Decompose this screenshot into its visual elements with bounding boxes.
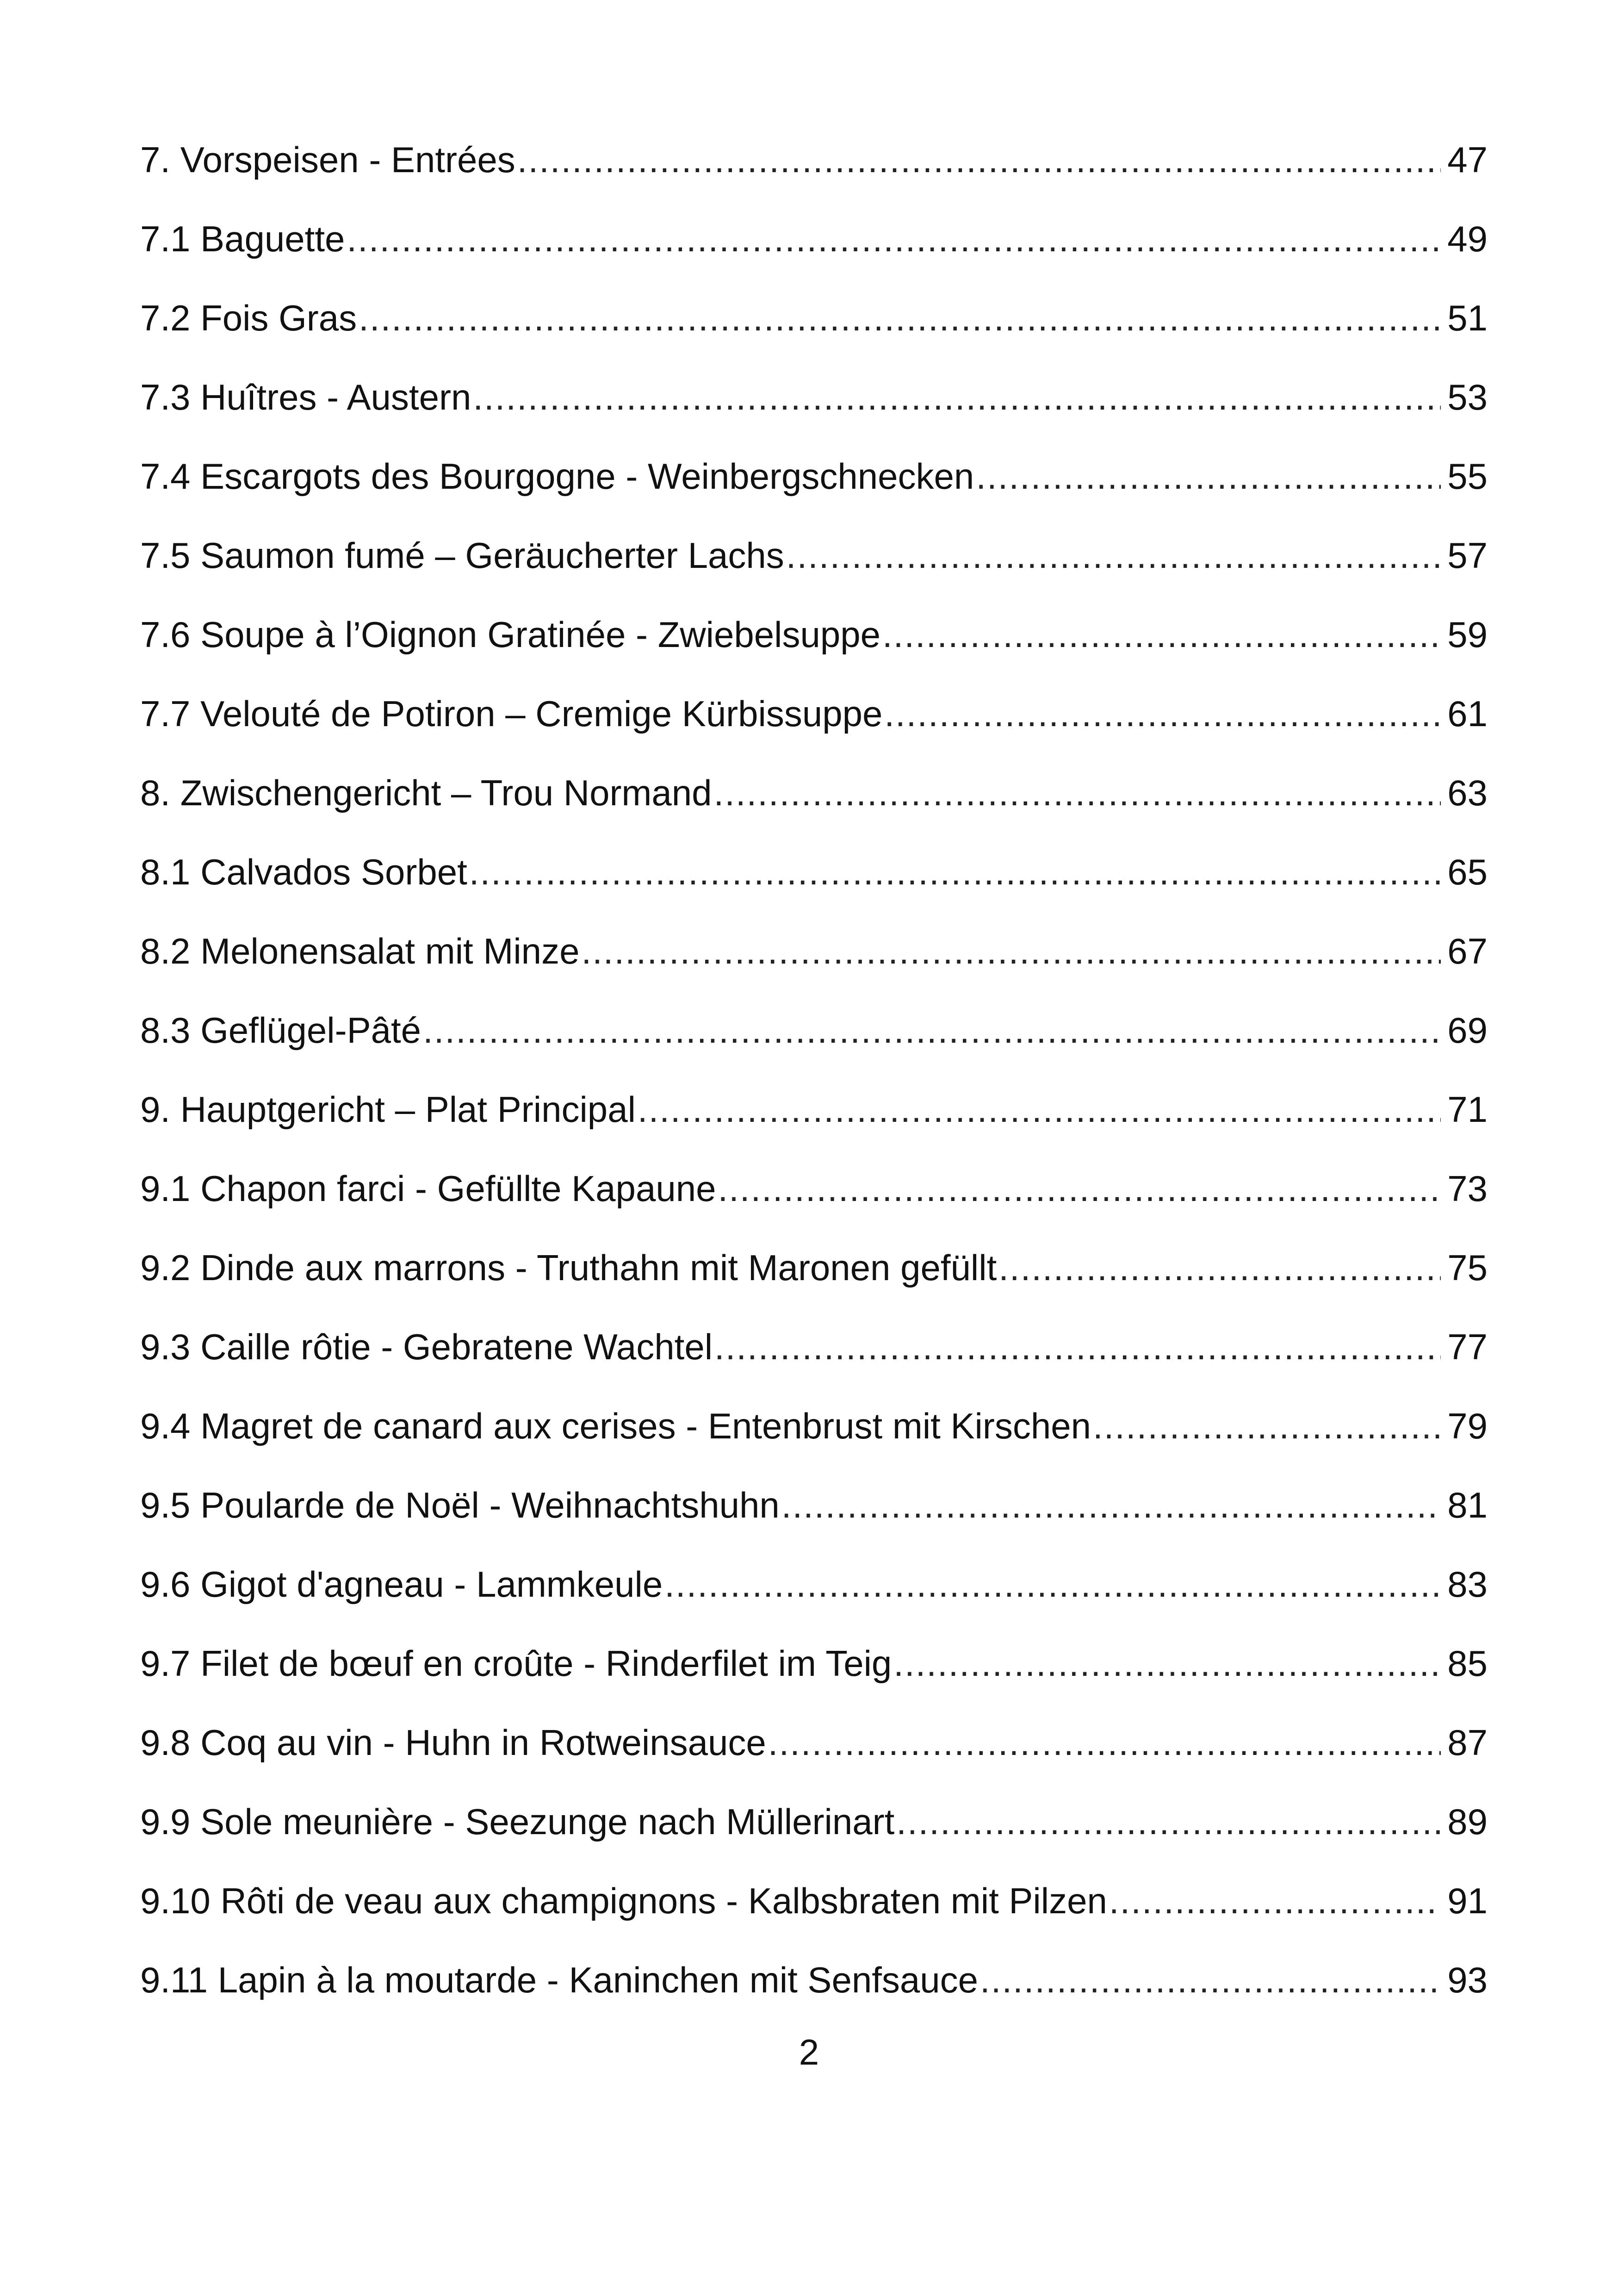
toc-entry-page: 89	[1447, 1801, 1488, 1842]
toc-entry-page: 65	[1447, 852, 1488, 892]
toc-entry[interactable]	[140, 1880, 1488, 1962]
toc-entry[interactable]	[140, 772, 1488, 854]
dot-leader	[884, 696, 1441, 732]
toc-entry-page: 91	[1447, 1880, 1488, 1921]
toc-entry-title: 7.2 Fois Gras	[140, 298, 357, 338]
dot-leader	[423, 1012, 1441, 1048]
toc-entry-title: 9.3 Caille rôtie - Gebratene Wachtel	[140, 1326, 713, 1367]
toc-entry-title: 7.3 Huîtres - Austern	[140, 377, 471, 417]
toc-entry-page: 83	[1447, 1564, 1488, 1605]
toc-entry-title: 9.4 Magret de canard aux cerises - Entenbrust mit Kirschen	[140, 1406, 1091, 1446]
dot-leader	[469, 854, 1441, 890]
toc-entry[interactable]	[140, 300, 1488, 379]
dot-leader	[347, 221, 1441, 257]
dot-leader	[359, 300, 1441, 336]
dot-leader	[781, 1487, 1441, 1523]
toc-entry-page: 59	[1447, 614, 1488, 655]
toc-entry[interactable]	[140, 1801, 1488, 1883]
toc-entry[interactable]	[140, 458, 1488, 537]
toc-entry-page: 75	[1447, 1247, 1488, 1288]
toc-entry-page: 55	[1447, 456, 1488, 497]
toc-entry-page: 49	[1447, 218, 1488, 259]
toc-entry-title: 9.2 Dinde aux marrons - Truthahn mit Maronen gefüllt	[140, 1247, 997, 1288]
toc-entry-title: 8.3 Geflügel-Pâté	[140, 1010, 422, 1051]
toc-entry[interactable]	[140, 933, 1488, 1012]
toc-entry-title: 7.4 Escargots des Bourgogne - Weinbergschnecken	[140, 456, 974, 497]
toc-entry-page: 67	[1447, 931, 1488, 971]
toc-entry[interactable]	[140, 379, 1488, 458]
toc-entry-title: 7.1 Baguette	[140, 218, 345, 259]
toc-entry-title: 9.8 Coq au vin - Huhn in Rotweinsauce	[140, 1722, 766, 1763]
toc-entry-page: 51	[1447, 298, 1488, 338]
toc-entry-page: 69	[1447, 1010, 1488, 1051]
toc-entry[interactable]	[140, 1566, 1488, 1645]
toc-entry[interactable]	[140, 218, 1488, 300]
toc-entry-title: 8. Zwischengericht – Trou Normand	[140, 772, 712, 813]
toc-entry-page: 93	[1447, 1960, 1488, 2000]
toc-entry-title: 9. Hauptgericht – Plat Principal	[140, 1089, 636, 1130]
toc-entry-title: 8.1 Calvados Sorbet	[140, 852, 467, 892]
table-of-contents	[140, 139, 1488, 2041]
dot-leader	[638, 1091, 1441, 1127]
toc-entry[interactable]	[140, 1962, 1488, 2041]
toc-entry[interactable]	[140, 1724, 1488, 1804]
dot-leader	[882, 616, 1441, 653]
toc-entry[interactable]	[140, 537, 1488, 616]
toc-entry-page: 85	[1447, 1643, 1488, 1684]
dot-leader	[517, 142, 1441, 178]
dot-leader	[581, 933, 1441, 969]
toc-entry-title: 9.6 Gigot d'agneau - Lammkeule	[140, 1564, 663, 1605]
page-number: 2	[799, 2032, 819, 2072]
toc-entry[interactable]	[140, 693, 1488, 775]
dot-leader	[998, 1250, 1441, 1286]
toc-entry[interactable]	[140, 1645, 1488, 1724]
toc-entry-page: 63	[1447, 772, 1488, 813]
toc-entry-title: 9.1 Chapon farci - Gefüllte Kapaune	[140, 1168, 716, 1209]
dot-leader	[976, 458, 1441, 494]
dot-leader	[664, 1566, 1441, 1602]
toc-entry-title: 8.2 Melonensalat mit Minze	[140, 931, 580, 971]
dot-leader	[714, 1329, 1441, 1365]
toc-entry-title: 9.5 Poularde de Noël - Weihnachtshuhn	[140, 1485, 780, 1525]
toc-entry-title: 9.11 Lapin à la moutarde - Kaninchen mit Senfsauce	[140, 1960, 979, 2000]
dot-leader	[714, 775, 1441, 811]
toc-entry[interactable]	[140, 1326, 1488, 1408]
toc-entry[interactable]	[140, 616, 1488, 696]
toc-entry-title: 7. Vorspeisen - Entrées	[140, 139, 515, 180]
toc-entry-title: 9.10 Rôti de veau aux champignons - Kalbsbraten mit Pilzen	[140, 1880, 1107, 1921]
toc-entry-page: 61	[1447, 693, 1488, 734]
toc-entry-page: 73	[1447, 1168, 1488, 1209]
dot-leader	[786, 537, 1441, 573]
toc-entry-page: 53	[1447, 377, 1488, 417]
toc-entry[interactable]	[140, 854, 1488, 933]
toc-entry[interactable]	[140, 1247, 1488, 1329]
toc-entry-title: 7.5 Saumon fumé – Geräucherter Lachs	[140, 535, 784, 576]
dot-leader	[1109, 1883, 1441, 1919]
dot-leader	[718, 1170, 1441, 1207]
toc-entry-title: 9.9 Sole meunière - Seezunge nach Müllerinart	[140, 1801, 895, 1842]
toc-entry-title: 7.7 Velouté de Potiron – Cremige Kürbissuppe	[140, 693, 883, 734]
toc-entry-page: 79	[1447, 1406, 1488, 1446]
toc-entry[interactable]	[140, 1091, 1488, 1170]
toc-entry[interactable]	[140, 1487, 1488, 1566]
toc-entry-title: 9.7 Filet de bœuf en croûte - Rinderfilet im Teig	[140, 1643, 892, 1684]
toc-entry[interactable]	[140, 139, 1488, 221]
dot-leader	[893, 1645, 1441, 1681]
toc-entry-page: 47	[1447, 139, 1488, 180]
dot-leader	[896, 1804, 1441, 1840]
toc-entry[interactable]	[140, 1012, 1488, 1091]
dot-leader	[473, 379, 1441, 415]
toc-entry-title: 7.6 Soupe à l’Oignon Gratinée - Zwiebelsuppe	[140, 614, 880, 655]
dot-leader	[1093, 1408, 1441, 1444]
toc-entry[interactable]	[140, 1408, 1488, 1487]
toc-entry-page: 77	[1447, 1326, 1488, 1367]
dot-leader	[980, 1962, 1441, 1998]
toc-entry-page: 87	[1447, 1722, 1488, 1763]
dot-leader	[768, 1724, 1441, 1761]
toc-entry[interactable]	[140, 1170, 1488, 1250]
toc-entry-page: 81	[1447, 1485, 1488, 1525]
toc-entry-page: 71	[1447, 1089, 1488, 1130]
toc-entry-page: 57	[1447, 535, 1488, 576]
